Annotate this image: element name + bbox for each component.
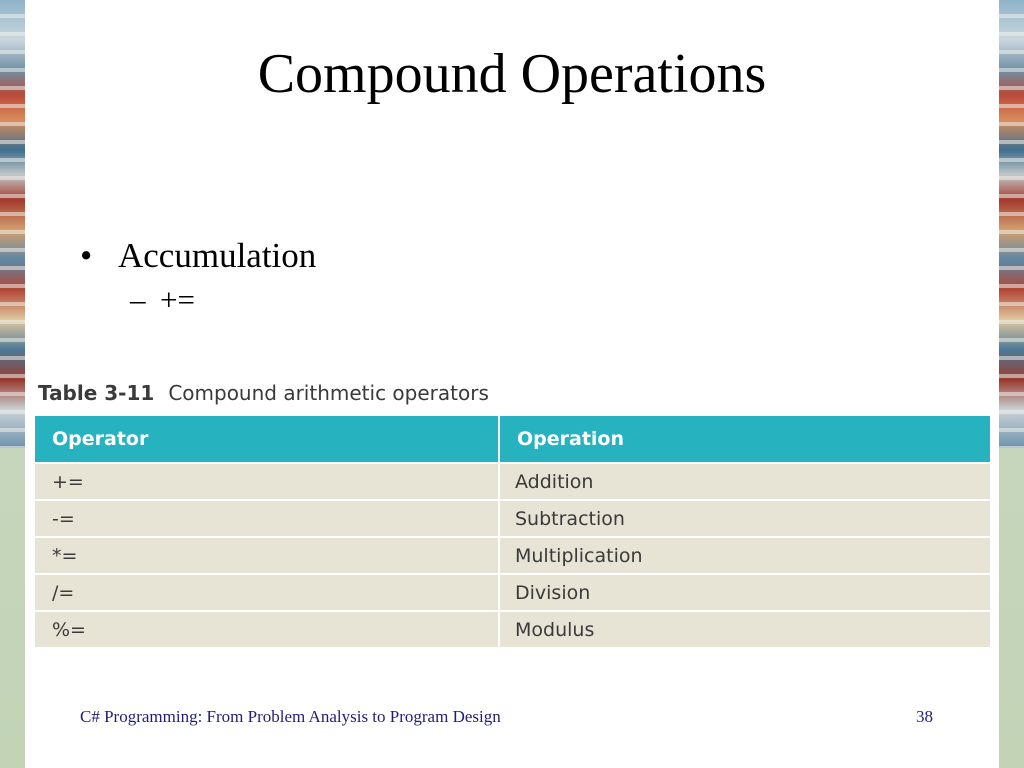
header-operator: Operator [35,416,499,463]
bullet-symbol: • [80,236,93,275]
sub-bullet-symbol: – [130,282,146,317]
table-caption-text: Compound arithmetic operators [168,381,489,405]
operator-cell: %= [35,611,499,647]
operator-cell: /= [35,574,499,611]
operator-cell: += [35,463,499,500]
bullet-item [80,236,316,276]
table-caption [38,381,489,405]
bullet-text: Accumulation [118,236,317,275]
right-band-lower [999,448,1024,768]
left-decorative-band [0,0,25,768]
footer-book-title: C# Programming: From Problem Analysis to Program Design [80,707,501,726]
bullet-list [80,236,316,318]
operator-cell: -= [35,500,499,537]
table-row [35,537,990,574]
sub-bullet-text: += [160,282,195,317]
operation-cell: Division [499,574,990,611]
table-row [35,500,990,537]
page-number: 38 [916,707,933,726]
right-decorative-band [999,0,1024,768]
table-row [35,574,990,611]
table-caption-number: Table 3-11 [38,381,155,405]
operation-cell: Multiplication [499,537,990,574]
operation-cell: Modulus [499,611,990,647]
operation-cell: Addition [499,463,990,500]
table-header-row [35,416,990,463]
header-operation: Operation [499,416,990,463]
slide-title: Compound Operations [257,43,767,105]
left-band-lower [0,448,25,768]
sub-bullet-item [130,282,316,318]
operators-table [35,416,990,647]
table-row [35,611,990,647]
table-row [35,463,990,500]
operation-cell: Subtraction [499,500,990,537]
operator-cell: *= [35,537,499,574]
